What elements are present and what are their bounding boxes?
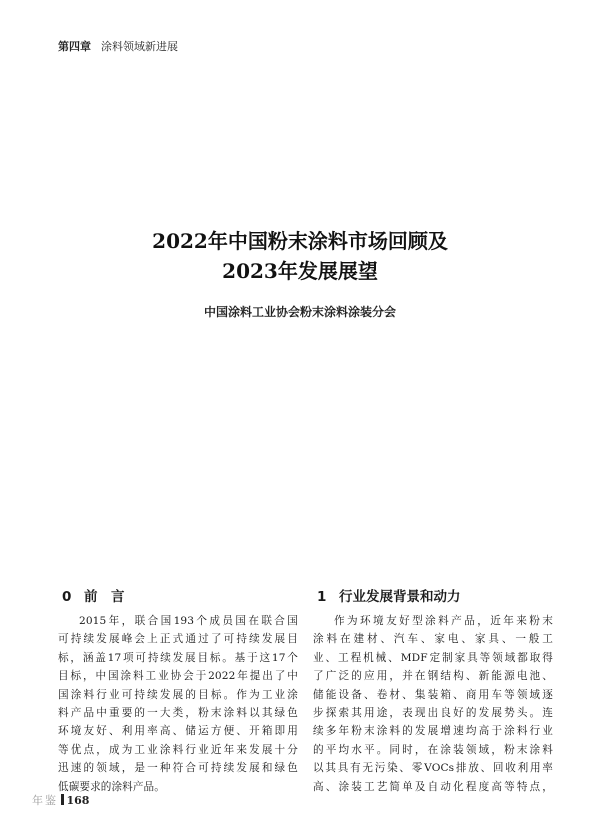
- text-line: 步探索其用途，表现出良好的发展势头。连: [313, 706, 553, 719]
- section-heading-1: [313, 586, 553, 608]
- chapter-label: 第四章: [58, 40, 91, 53]
- column-left: [58, 586, 298, 796]
- footer-divider: [61, 794, 64, 805]
- text-line: 业、工程机械、MDF定制家具等领域都取得: [313, 651, 553, 664]
- section-title: 行业发展背景和动力: [339, 589, 461, 605]
- text-line: 的平均水平。同时，在涂装领域，粉末涂料: [313, 743, 553, 756]
- page-footer: [32, 792, 89, 808]
- text-line: 储能设备、卷材、集装箱、商用车等领域逐: [313, 688, 553, 701]
- text-line: 了广泛的应用，并在钢结构、新能源电池、: [313, 670, 553, 683]
- text-line: 等优点，成为工业涂料行业近年来发展十分: [58, 743, 298, 756]
- section-label: 涂料领域新进展: [101, 40, 178, 53]
- column-right: [313, 586, 553, 796]
- text-line: 料产品中重要的一大类，粉末涂料以其绿色: [58, 706, 298, 719]
- text-line: 续多年粉末涂料的发展增速均高于涂料行业: [313, 725, 553, 738]
- yearbook-label: 年鉴: [32, 794, 58, 807]
- author-organization: 中国涂料工业协会粉末涂料涂装分会: [203, 305, 396, 319]
- text-line: 以其具有无污染、零VOCs排放、回收利用率: [313, 762, 553, 775]
- section-number: 1: [317, 589, 327, 605]
- text-line: 作为环境友好型涂料产品，近年来粉末: [334, 615, 553, 627]
- running-header: [58, 38, 178, 54]
- section-title: 前 言: [84, 589, 125, 605]
- section-number: 0: [62, 589, 72, 605]
- text-line: 国涂料行业可持续发展的目标。作为工业涂: [58, 688, 298, 701]
- text-line: 迅速的领域，是一种符合可持续发展和绿色: [58, 762, 298, 775]
- title-line-2: 2023年发展展望: [222, 259, 378, 283]
- text-line: 涂料在建材、汽车、家电、家具、一般工: [313, 633, 553, 646]
- text-line: 环境友好、利用率高、储运方便、开箱即用: [58, 725, 298, 738]
- page-number: 168: [66, 794, 90, 807]
- text-line: 标，涵盖17项可持续发展目标。基于这17个: [58, 651, 298, 664]
- text-line: 2015年，联合国193个成员国在联合国: [79, 615, 298, 627]
- text-line: 低碳要求的涂料产品。: [58, 780, 165, 793]
- text-line: 目标，中国涂料工业协会于2022年提出了中: [58, 670, 298, 683]
- article-title: [60, 226, 540, 286]
- text-line: 可持续发展峰会上正式通过了可持续发展目: [58, 633, 298, 646]
- title-line-1: 2022年中国粉末涂料市场回顾及: [152, 229, 448, 253]
- text-line: 高、涂装工艺简单及自动化程度高等特点，: [313, 780, 553, 793]
- section-heading-0: [58, 586, 298, 608]
